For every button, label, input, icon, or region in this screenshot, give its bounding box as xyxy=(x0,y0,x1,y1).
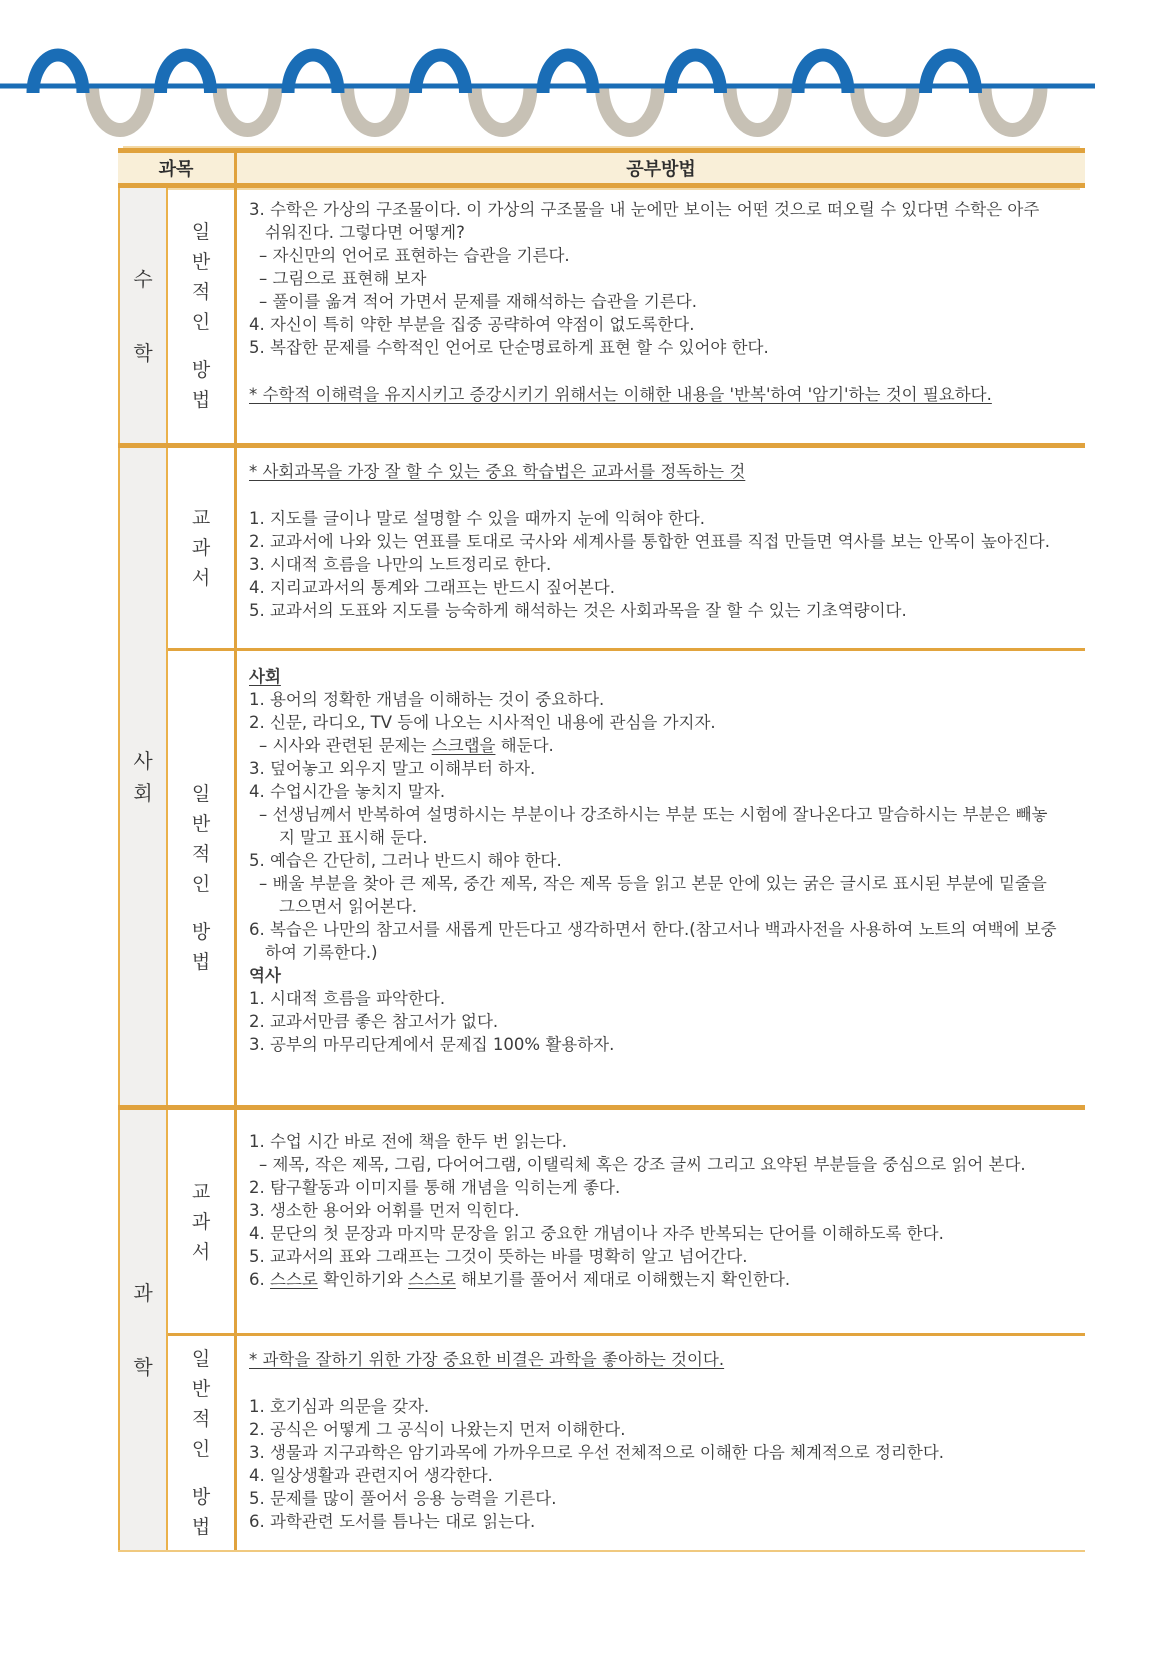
content-line: 5. 예습은 간단히, 그러나 반드시 해야 한다. xyxy=(249,851,562,870)
content-math-general-method xyxy=(237,188,1085,443)
vertical-label-char: 반 xyxy=(191,813,211,835)
content-line: 4. 수업시간을 놓치지 말자. xyxy=(249,782,446,801)
vertical-label-char: 과 xyxy=(191,1210,211,1233)
text-segment: – 시사와 관련된 문제는 xyxy=(259,736,432,755)
row-science-general-method xyxy=(168,1336,1085,1550)
vertical-label-char: 수 xyxy=(133,266,153,291)
content-line: 2. 교과서에 나와 있는 연표를 토대로 국사와 세계사를 통합한 연표를 직접 만들면 역사를 보는 안목이 높아진다. xyxy=(249,532,1050,551)
column-header-subject: 과목 xyxy=(118,153,237,183)
vertical-label-char: 법 xyxy=(191,1516,211,1538)
vertical-label-char: 적 xyxy=(191,1408,211,1430)
line-spacer xyxy=(249,359,1075,383)
content-line: – 그림으로 표현해 보자 xyxy=(259,269,427,288)
vertical-label-char: 일 xyxy=(191,220,211,243)
vertical-label-char: 법 xyxy=(191,951,211,973)
content-line: 쉬워진다. 그렇다면 어떻게? xyxy=(265,223,465,242)
vertical-label-char: 방 xyxy=(191,921,211,943)
underlined-text: 스스로 xyxy=(408,1270,456,1289)
content-line: 3. 수학은 가상의 구조물이다. 이 가상의 구조물을 내 눈에만 보이는 어떤 것으로 떠오릴 수 있다면 수학은 아주 xyxy=(249,200,1040,219)
content-line: 5. 교과서의 도표와 지도를 능숙하게 해석하는 것은 사회과목을 잘 할 수 있는 기초역량이다. xyxy=(249,601,907,620)
content-line: 하여 기록한다.) xyxy=(265,943,378,962)
subcategory-label-general-method xyxy=(168,1336,237,1550)
vertical-label-char: 학 xyxy=(133,1355,153,1379)
content-line: 3. 생소한 용어와 어휘를 먼저 익힌다. xyxy=(249,1201,520,1220)
content-line: 3. 공부의 마무리단계에서 문제집 100% 활용하자. xyxy=(249,1035,615,1054)
vertical-label-char: 적 xyxy=(191,843,211,865)
subject-label-social xyxy=(118,448,168,1105)
vertical-label-char: 회 xyxy=(133,780,153,805)
vertical-label-char: 교 xyxy=(191,507,211,529)
content-line: 1. 호기심과 의문을 갖자. xyxy=(249,1397,430,1416)
content-line: * 과학을 잘하기 위한 가장 중요한 비결은 과학을 좋아하는 것이다. xyxy=(249,1350,725,1369)
text-segment: 해둔다. xyxy=(495,736,554,755)
underlined-text: 스스로 xyxy=(270,1270,318,1289)
subcategory-label-general-method xyxy=(168,188,237,443)
content-line xyxy=(259,734,1075,757)
text-segment: 확인하기와 xyxy=(317,1270,409,1289)
content-line: 6. 복습은 나만의 참고서를 새롭게 만든다고 생각하면서 한다.(참고서나 백과사전을 사용하여 노트의 여백에 보중 xyxy=(249,920,1057,939)
vertical-label-char: 방 xyxy=(191,1486,211,1508)
content-line: 1. 지도를 글이나 말로 설명할 수 있을 때까지 눈에 익혀야 한다. xyxy=(249,509,705,528)
content-line: – 선생님께서 반복하여 설명하시는 부분이나 강조하시는 부분 또는 시험에 잘나온다고 말슴하시는 부분은 빼놓 xyxy=(259,805,1048,824)
content-line: 2. 교과서만큼 좋은 참고서가 없다. xyxy=(249,1012,499,1031)
row-science-textbook xyxy=(168,1110,1085,1336)
content-line: 4. 지리교과서의 통계와 그래프는 반드시 짚어본다. xyxy=(249,578,615,597)
vertical-label-char: 일 xyxy=(191,1348,211,1370)
content-line: 4. 문단의 첫 문장과 마지막 문장을 읽고 중요한 개념이나 자주 반복되는 단어를 이해하도록 한다. xyxy=(249,1224,944,1243)
content-line: – 풀이를 옮겨 적어 가면서 문제를 재해석하는 습관을 기른다. xyxy=(259,292,697,311)
vertical-label-char: 반 xyxy=(191,250,211,273)
content-line: 2. 탐구활동과 이미지를 통해 개념을 익히는게 좋다. xyxy=(249,1178,621,1197)
content-line: 3. 생물과 지구과학은 암기과목에 가까우므로 우선 전체적으로 이해한 다음 체계적으로 정리한다. xyxy=(249,1443,945,1462)
vertical-label-char: 과 xyxy=(133,1281,153,1305)
column-header-method: 공부방법 xyxy=(626,159,696,180)
vertical-label-char: 과 xyxy=(191,537,211,559)
content-line: 1. 시대적 흐름을 파악한다. xyxy=(249,989,446,1008)
row-math-general-method xyxy=(168,188,1085,443)
content-line: 1. 용어의 정확한 개념을 이해하는 것이 중요하다. xyxy=(249,690,605,709)
content-line: 5. 문제를 많이 풀어서 응용 능력을 기른다. xyxy=(249,1489,557,1508)
section-social xyxy=(118,448,1085,1110)
content-social-general-method xyxy=(237,651,1085,1105)
vertical-label-char: 법 xyxy=(191,388,211,411)
content-line: 4. 일상생활과 관련지어 생각한다. xyxy=(249,1466,493,1485)
content-line: 그으면서 읽어본다. xyxy=(279,897,418,916)
section-math xyxy=(118,188,1085,448)
content-line: 3. 덮어놓고 외우지 말고 이해부터 하자. xyxy=(249,759,536,778)
content-science-general-method xyxy=(237,1336,1085,1550)
content-line: – 자신만의 언어로 표현하는 습관을 기른다. xyxy=(259,246,570,265)
vertical-label-char: 사 xyxy=(133,748,153,773)
subcategory-label-general-method xyxy=(168,651,237,1105)
row-social-general-method xyxy=(168,651,1085,1105)
vertical-label-char: 교 xyxy=(191,1180,211,1203)
study-methods-table xyxy=(118,148,1085,1552)
subject-label-math xyxy=(118,188,168,443)
spiral-binding xyxy=(0,0,1158,140)
table-header-row xyxy=(118,148,1085,188)
content-line: 5. 복잡한 문제를 수학적인 언어로 단순명료하게 표현 할 수 있어야 한다. xyxy=(249,338,769,357)
content-line: 2. 공식은 어떻게 그 공식이 나왔는지 먼저 이해한다. xyxy=(249,1420,626,1439)
underlined-text: 스크랩을 xyxy=(431,736,496,755)
vertical-label-char: 적 xyxy=(191,280,211,303)
vertical-label-char: 반 xyxy=(191,1378,211,1400)
vertical-label-char: 인 xyxy=(191,310,211,333)
content-line: 역사 xyxy=(249,966,281,985)
subject-label-science xyxy=(118,1110,168,1550)
content-line: 4. 자신이 특히 약한 부분을 집중 공략하여 약점이 없도록한다. xyxy=(249,315,695,334)
content-line: 지 말고 표시해 둔다. xyxy=(279,828,428,847)
content-line: * 사회과목을 가장 잘 할 수 있는 중요 학습법은 교과서를 정독하는 것 xyxy=(249,462,746,481)
line-spacer xyxy=(249,483,1075,507)
line-spacer xyxy=(249,1371,1075,1395)
vertical-label-char: 인 xyxy=(191,873,211,895)
content-line: – 배울 부분을 찾아 큰 제목, 중간 제목, 작은 제목 등을 읽고 본문 안에 있는 굵은 글시로 표시된 부분에 밑줄을 xyxy=(259,874,1047,893)
row-social-textbook xyxy=(168,448,1085,651)
content-social-textbook xyxy=(237,448,1085,648)
content-science-textbook xyxy=(237,1110,1085,1333)
content-line: – 제목, 작은 제목, 그림, 다어어그램, 이탤릭체 혹은 강조 글씨 그리고 요약된 부분들을 중심으로 읽어 본다. xyxy=(259,1155,1026,1174)
vertical-label-char: 일 xyxy=(191,783,211,805)
text-segment: 6. xyxy=(249,1270,270,1289)
vertical-label-char: 학 xyxy=(133,340,153,365)
content-line xyxy=(249,1268,1075,1291)
content-line: 2. 신문, 라디오, TV 등에 나오는 시사적인 내용에 관심을 가지자. xyxy=(249,713,716,732)
content-line: * 수학적 이해력을 유지시키고 증강시키기 위해서는 이해한 내용을 '반복'하여 '암기'하는 것이 필요하다. xyxy=(249,385,992,404)
vertical-label-char: 인 xyxy=(191,1438,211,1460)
section-science xyxy=(118,1110,1085,1552)
vertical-label-char: 서 xyxy=(191,567,211,589)
content-line: 사회 xyxy=(249,667,281,686)
subcategory-label-textbook xyxy=(168,1110,237,1333)
content-line: 5. 교과서의 표와 그래프는 그것이 뜻하는 바를 명확히 알고 넘어간다. xyxy=(249,1247,748,1266)
content-line: 3. 시대적 흐름을 나만의 노트정리로 한다. xyxy=(249,555,552,574)
subcategory-label-textbook xyxy=(168,448,237,648)
vertical-label-char: 서 xyxy=(191,1240,211,1263)
vertical-label-char: 방 xyxy=(191,358,211,381)
text-segment: 해보기를 풀어서 제대로 이해했는지 확인한다. xyxy=(455,1270,791,1289)
content-line: 6. 과학관련 도서를 틈나는 대로 읽는다. xyxy=(249,1512,536,1531)
content-line: 1. 수업 시간 바로 전에 책을 한두 번 읽는다. xyxy=(249,1132,567,1151)
